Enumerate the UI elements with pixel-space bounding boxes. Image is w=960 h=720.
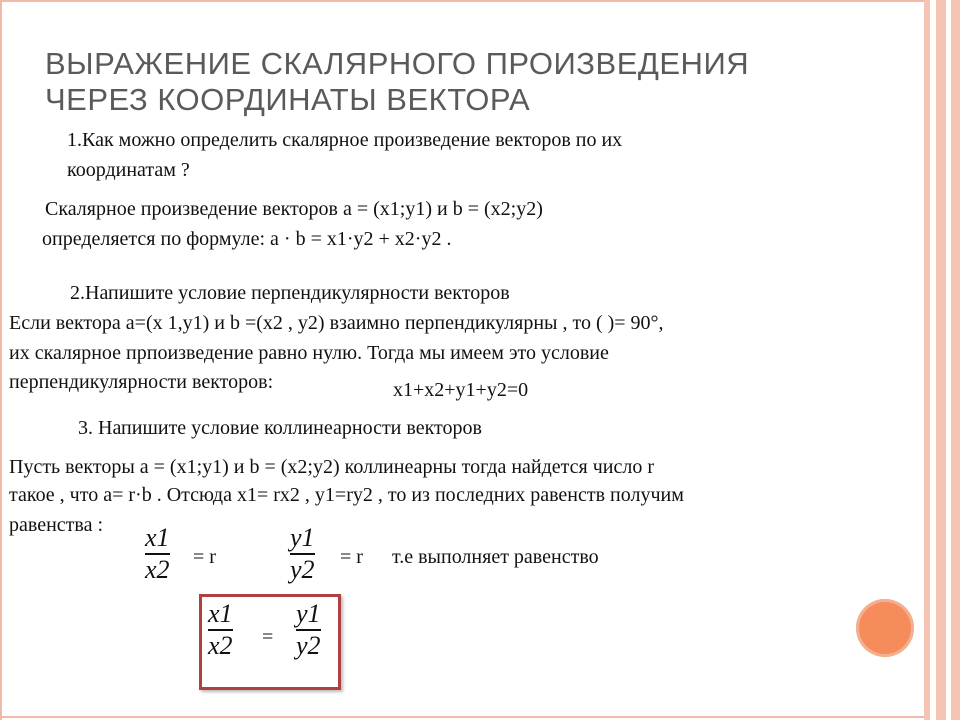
boxed-fraction-x-numerator: x1 <box>208 599 233 628</box>
boxed-fraction-y-numerator: y1 <box>296 599 321 628</box>
answer-3-line2: такое , что a= r·b . Отсюда x1= rx2 , y1=ry2 , то из последних равенств получим <box>9 484 684 506</box>
slide-title-line2: ЧЕРЕЗ КООРДИНАТЫ ВЕКТОРА <box>45 82 531 117</box>
bottom-border <box>0 716 924 718</box>
boxed-fraction-y-denominator: y2 <box>296 631 321 660</box>
perpendicular-formula: x1+x2+y1+y2=0 <box>393 379 529 401</box>
answer-1-line2: определяется по формуле: a · b = x1·y2 + x2·y2 . <box>42 228 452 250</box>
right-stripes <box>924 0 960 720</box>
fraction-y-denominator: y2 <box>290 555 315 584</box>
fraction-y <box>290 524 315 584</box>
left-border <box>0 0 2 720</box>
answer-3-line1: Пусть векторы a = (x1;y1) и b = (x2;y2) коллинеарны тогда найдется число r <box>9 456 654 478</box>
boxed-fraction-y <box>296 600 321 660</box>
slide-title-line1: ВЫРАЖЕНИЕ СКАЛЯРНОГО ПРОИЗВЕДЕНИЯ <box>45 46 750 81</box>
answer-2-line3: перпендикулярности векторов: <box>9 371 274 393</box>
answer-1-line1: Скалярное произведение векторов a = (x1;y1) и b = (x2;y2) <box>45 198 543 220</box>
question-1-line2: координатам ? <box>67 159 190 181</box>
boxed-equals-sign: = <box>262 626 274 648</box>
answer-2-line1: Если вектора a=(x 1,y1) и b =(x2 , y2) взаимно перпендикулярны , то ( )= 90°, <box>9 312 664 334</box>
question-1-line1: 1.Как можно определить скалярное произведение векторов по их <box>67 129 623 151</box>
top-border <box>0 0 924 2</box>
fraction-x-denominator: x2 <box>145 555 170 584</box>
answer-3-line3: равенства : <box>9 514 104 536</box>
fraction-y-numerator: y1 <box>290 523 315 552</box>
fraction-x-numerator: x1 <box>145 523 170 552</box>
boxed-fraction-x-denominator: x2 <box>208 631 233 660</box>
decorative-circle <box>856 599 914 657</box>
equals-r-1: = r <box>193 546 216 568</box>
boxed-fraction-x <box>208 600 233 660</box>
question-3: 3. Напишите условие коллинеарности векторов <box>78 417 482 439</box>
question-2: 2.Напишите условие перпендикулярности векторов <box>70 282 510 304</box>
fraction-x <box>145 524 170 584</box>
equality-note: т.е выполняет равенство <box>392 546 599 568</box>
equals-r-2: = r <box>340 546 363 568</box>
answer-2-line2: их скалярное прпоизведение равно нулю. Тогда мы имеем это условие <box>9 342 609 364</box>
